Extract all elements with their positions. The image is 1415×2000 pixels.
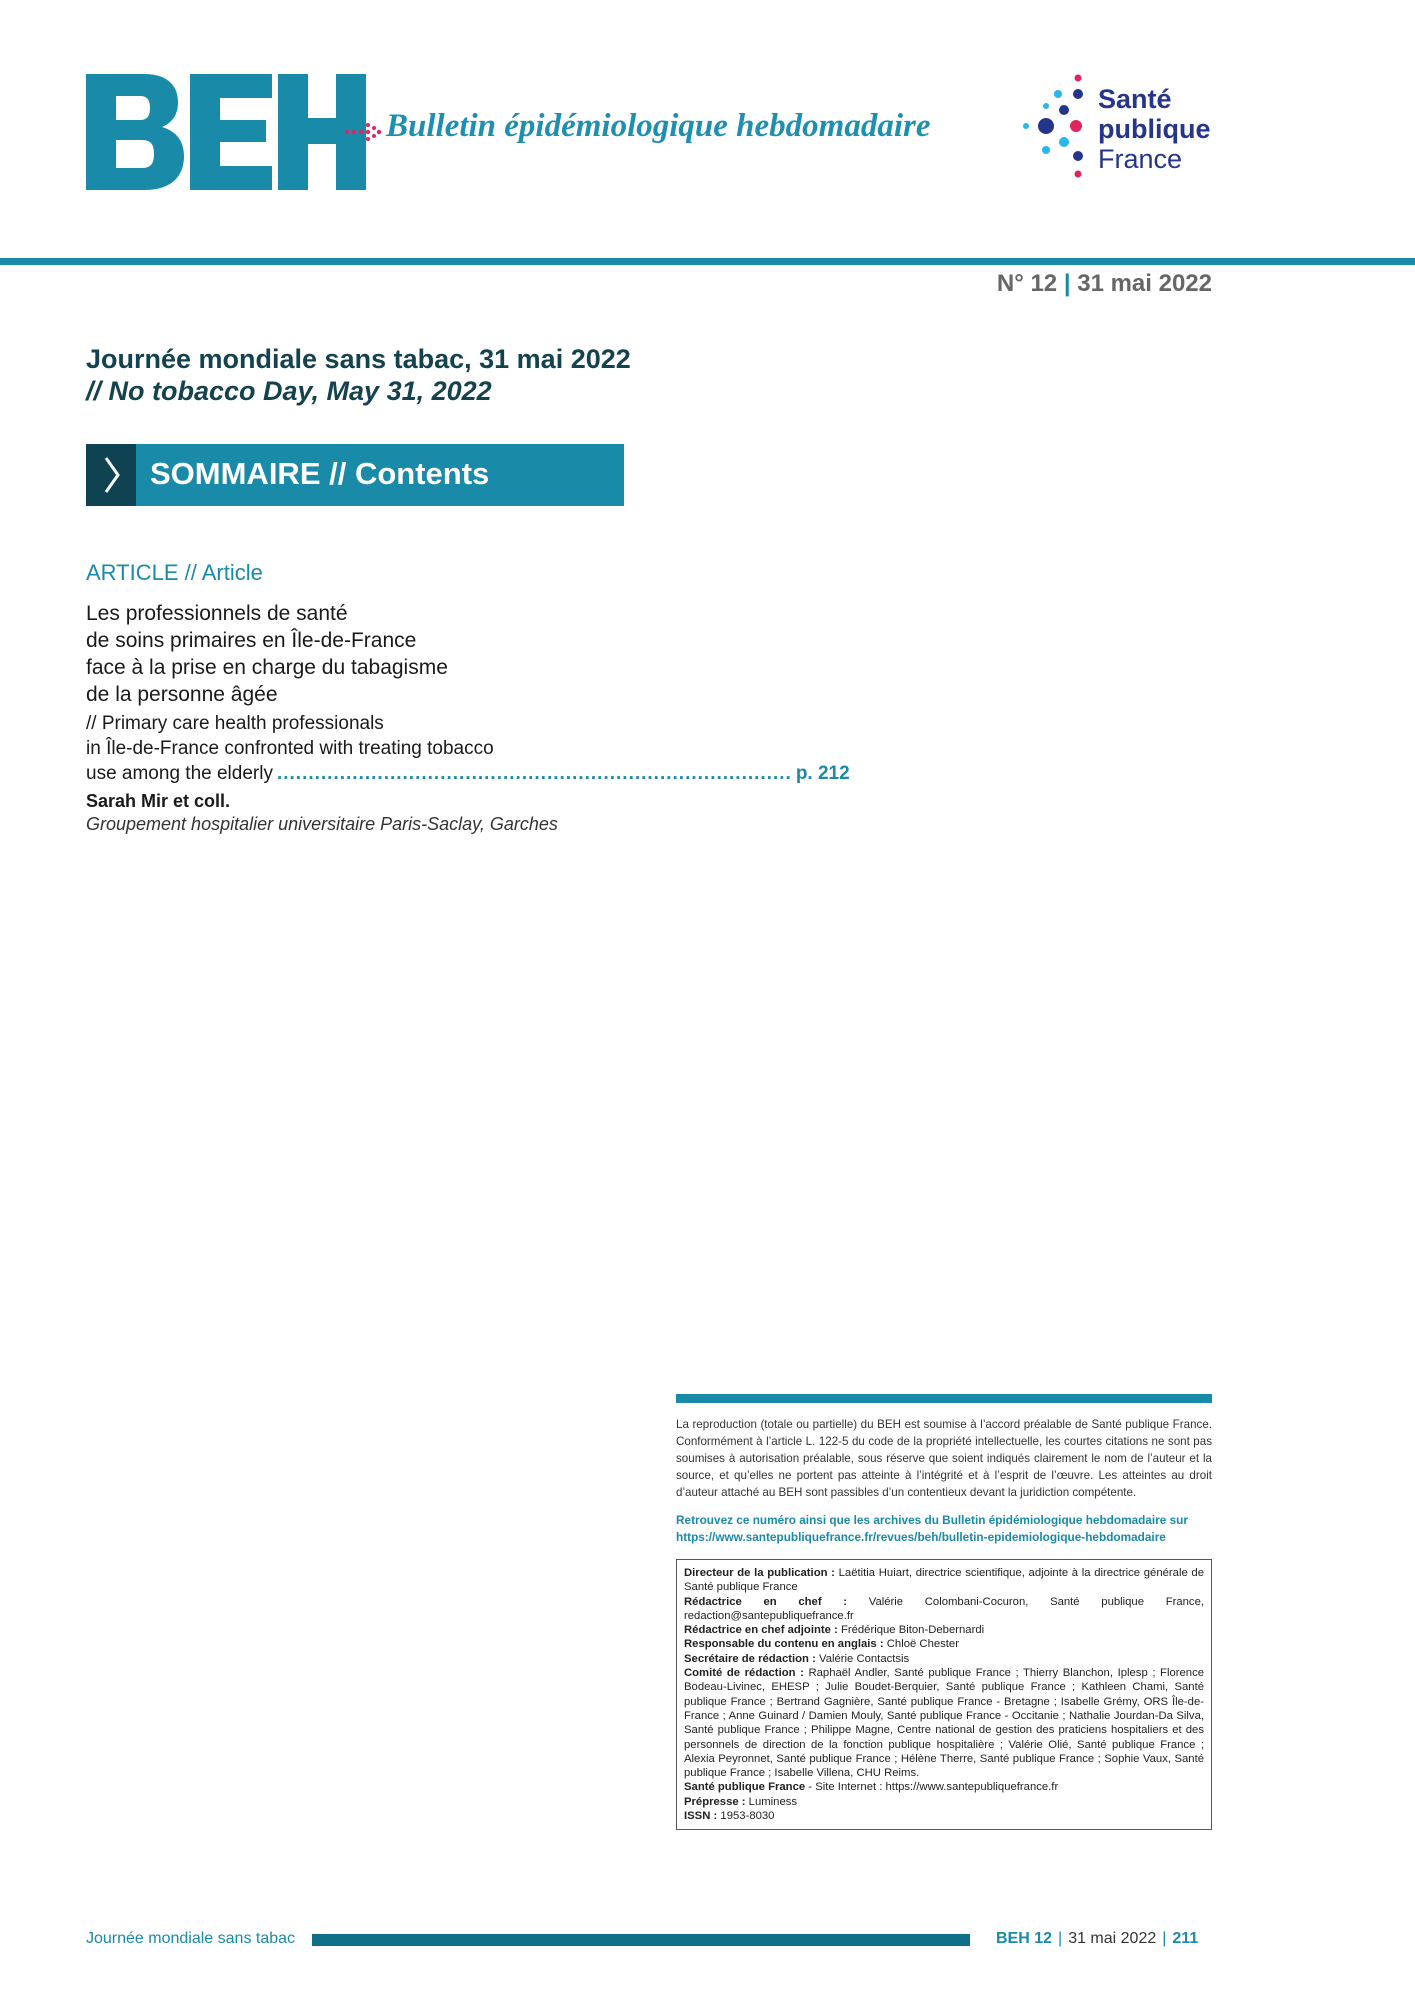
article-title-fr[interactable] [86, 600, 448, 708]
theme-title-fr: Journée mondiale sans tabac, 31 mai 2022 [86, 344, 631, 374]
credit-value: Frédérique Biton-Debernardi [837, 1624, 985, 1637]
credit-value: - Site Internet : https://www.santepubliquefrance.fr [805, 1781, 1059, 1794]
credit-value: Valérie Contactsis [815, 1652, 910, 1665]
header-rule [0, 258, 1415, 265]
footer-page-number: 211 [1172, 1930, 1199, 1947]
article-affiliation: Groupement hospitalier universitaire Paris-Saclay, Garches [86, 814, 558, 834]
beh-logo [86, 74, 366, 190]
credit-label: Santé publique France [684, 1781, 806, 1794]
footer-separator: | [1058, 1930, 1063, 1947]
article-title-fr-line: Les professionnels de santé [86, 602, 348, 625]
article-title-en-line: in Île-de-France confronted with treating tobacco [86, 738, 494, 759]
article-title-en[interactable] [86, 711, 494, 761]
archives-notice [676, 1512, 1212, 1546]
credit-label: Directeur de la publication : [684, 1567, 835, 1579]
credit-row [684, 1795, 1204, 1809]
credit-value: Laëtitia Huiart, directrice scientifique, adjointe à la directrice générale de Santé publique France [684, 1567, 1204, 1594]
credit-value: Valérie Colombani-Cocuron, Santé publique France, redaction@santepubliquefrance.fr [684, 1595, 1204, 1622]
credit-label: Comité de rédaction : [684, 1667, 804, 1680]
credit-label: Rédactrice en chef adjointe : [684, 1624, 838, 1637]
credit-value: Luminess [745, 1795, 798, 1808]
footer-beh-number: BEH 12 [996, 1930, 1053, 1947]
footer-issue-info [996, 1930, 1198, 1948]
editorial-credits-box [676, 1559, 1212, 1830]
footer-bar [312, 1934, 970, 1946]
theme-title-en: // No tobacco Day, May 31, 2022 [86, 376, 492, 406]
credit-row [684, 1637, 1204, 1651]
article-section-heading: ARTICLE // Article [86, 560, 263, 585]
footer-date: 31 mai 2022 [1068, 1930, 1157, 1947]
issue-info [900, 270, 1212, 298]
credit-label: Prépresse : [684, 1795, 746, 1808]
footer-separator: | [1162, 1930, 1167, 1947]
issue-date: 31 mai 2022 [1077, 270, 1212, 297]
toc-page-link[interactable]: p. 212 [795, 763, 850, 784]
chevron-right-icon [86, 444, 136, 506]
credit-label: Rédactrice en chef : [684, 1595, 848, 1608]
archives-text: Retrouvez ce numéro ainsi que les archives du Bulletin épidémiologique hebdomadaire sur [676, 1513, 1188, 1527]
credit-row [684, 1623, 1204, 1637]
article-title-en-last-line: use among the elderly [86, 763, 273, 784]
footer-theme: Journée mondiale sans tabac [86, 1930, 296, 1947]
logo-line-1: Santé [1098, 84, 1172, 114]
credit-row [684, 1595, 1204, 1624]
sommaire-banner [86, 444, 624, 506]
credit-value: 1953-8030 [717, 1810, 775, 1823]
credit-row [684, 1652, 1204, 1666]
sante-publique-france-wordmark [1098, 84, 1210, 174]
logo-line-3: France [1098, 144, 1183, 174]
bulletin-title: Bulletin épidémiologique hebdomadaire [386, 108, 931, 144]
article-title-fr-line: de soins primaires en Île-de-France [86, 629, 417, 652]
legal-rule [676, 1394, 1212, 1403]
credit-label: Secrétaire de rédaction : [684, 1652, 816, 1665]
issue-separator: | [1063, 270, 1071, 297]
credit-row [684, 1666, 1204, 1780]
article-title-en-line: // Primary care health professionals [86, 713, 384, 734]
toc-entry-line[interactable] [86, 761, 850, 786]
reproduction-notice: La reproduction (totale ou partielle) du BEH est soumise à l’accord préalable de Santé publique France. Conformément à l’article L. 122-5 du code de la propriété intellectuelle, les courtes citations ne sont pas soumises à autorisation préalable, sous réserve que soient indiqués clairement le nom de l’auteur et la source, et qu’elles ne portent pas atteinte à l’intégrité et à l’esprit de l’œuvre. Les atteintes au droit d’auteur attaché au BEH sont passibles d’un contentieux devant la juridiction compétente. [676, 1418, 1212, 1499]
arrow-dots-icon [344, 120, 384, 144]
issue-number: N° 12 [996, 270, 1058, 297]
archives-link[interactable]: https://www.santepubliquefrance.fr/revues/beh/bulletin-epidemiologique-hebdomadaire [676, 1530, 1166, 1544]
sommaire-title: SOMMAIRE // Contents [150, 456, 490, 491]
article-title-fr-line: de la personne âgée [86, 683, 278, 706]
credit-value: Chloë Chester [883, 1638, 959, 1651]
sommaire-chevron-box [86, 444, 136, 506]
credit-row [684, 1809, 1204, 1823]
toc-leader-dots: .................................................................................. [276, 763, 792, 784]
credit-label: ISSN : [684, 1810, 718, 1823]
article-author: Sarah Mir et coll. [86, 791, 231, 811]
credit-value: Raphaël Andler, Santé publique France ; Thierry Blanchon, Iplesp ; Florence Bodeau-Livinec, EHESP ; Julie Boudet-Berquier, Santé publique France ; Kathleen Chami, Santé publique France ; Bertrand Gagnière, Santé publique France - Bretagne ; Isabelle Grémy, ORS Île-de-France ; Anne Guinard / Damien Mouly, Santé publique France - Occitanie ; Nathalie Jourdan-Da Silva, Santé publique France ; Philippe Magne, Centre national de gestion des praticiens hospitaliers et des personnels de direction de la fonction publique hospitalière ; Valérie Olié, Santé publique France ; Alexia Peyronnet, Santé publique France ; Hélène Therre, Santé publique France ; Sophie Vaux, Santé publique France ; Isabelle Villena, CHU Reims. [684, 1667, 1204, 1780]
credit-row [684, 1780, 1204, 1794]
credit-label: Responsable du contenu en anglais : [684, 1638, 884, 1651]
logo-line-2: publique [1098, 114, 1211, 144]
article-title-fr-line: face à la prise en charge du tabagisme [86, 656, 448, 679]
credit-row [684, 1566, 1204, 1595]
